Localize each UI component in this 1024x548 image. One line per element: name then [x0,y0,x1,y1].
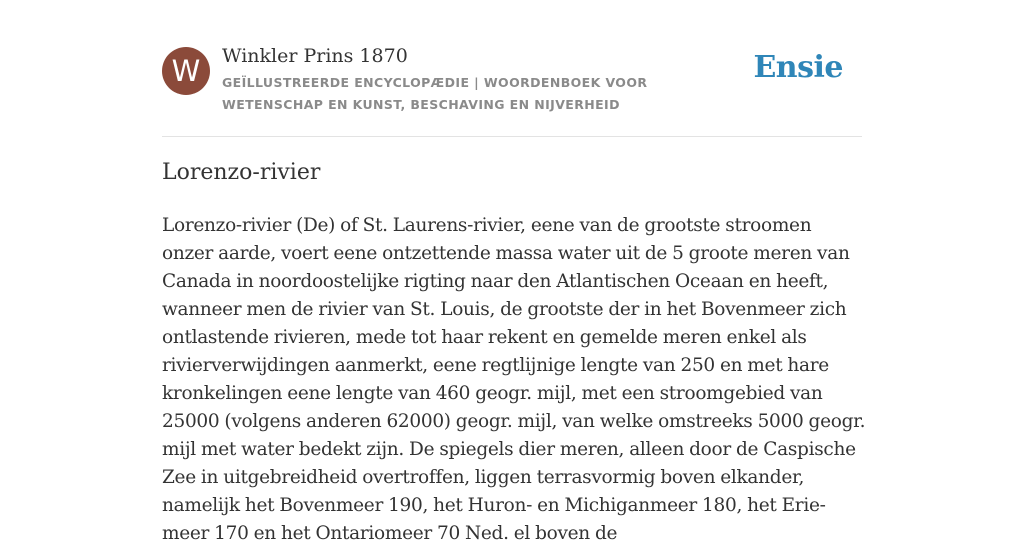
source-title[interactable]: Winkler Prins 1870 [222,45,408,67]
source-avatar[interactable]: W [162,47,210,95]
article-title: Lorenzo-rivier [162,160,321,185]
source-subtitle: GEÏLLUSTREERDE ENCYCLOPÆDIE | WOORDENBOEK VOOR WETENSCHAP EN KUNST, BESCHAVING EN NIJVERHEID [222,75,648,112]
ensie-logo[interactable]: Ensie [753,50,843,85]
article-body: Lorenzo-rivier (De) of St. Laurens-rivier, eene van de grootste stroomen onzer aarde, voert eene ontzettende massa water uit de 5 groote meren van Canada in noordoostelijke rigting naar den Atlantischen Oceaan en heeft, wanneer men de rivier van St. Louis, de grootste der in het Bovenmeer zich ontlastende rivieren, mede tot haar rekent en gemelde meren enkel als rivierverwijdingen aanmerkt, eene regtlijnige lengte van 250 en met hare kronkelingen eene lengte van 460 geogr. mijl, met een stroomgebied van 25000 (volgens anderen 62000) geogr. mijl, van welke omstreeks 5000 geogr. mijl met water bedekt zijn. De spiegels dier meren, alleen door de Caspische Zee in uitgebreidheid overtroffen, liggen terrasvormig boven elkander, namelijk het Bovenmeer 190, het Huron- en Michiganmeer 180, het Erie-meer 170 en het Ontariomeer 70 Ned. el boven de [162,215,866,544]
source-header [162,44,862,137]
